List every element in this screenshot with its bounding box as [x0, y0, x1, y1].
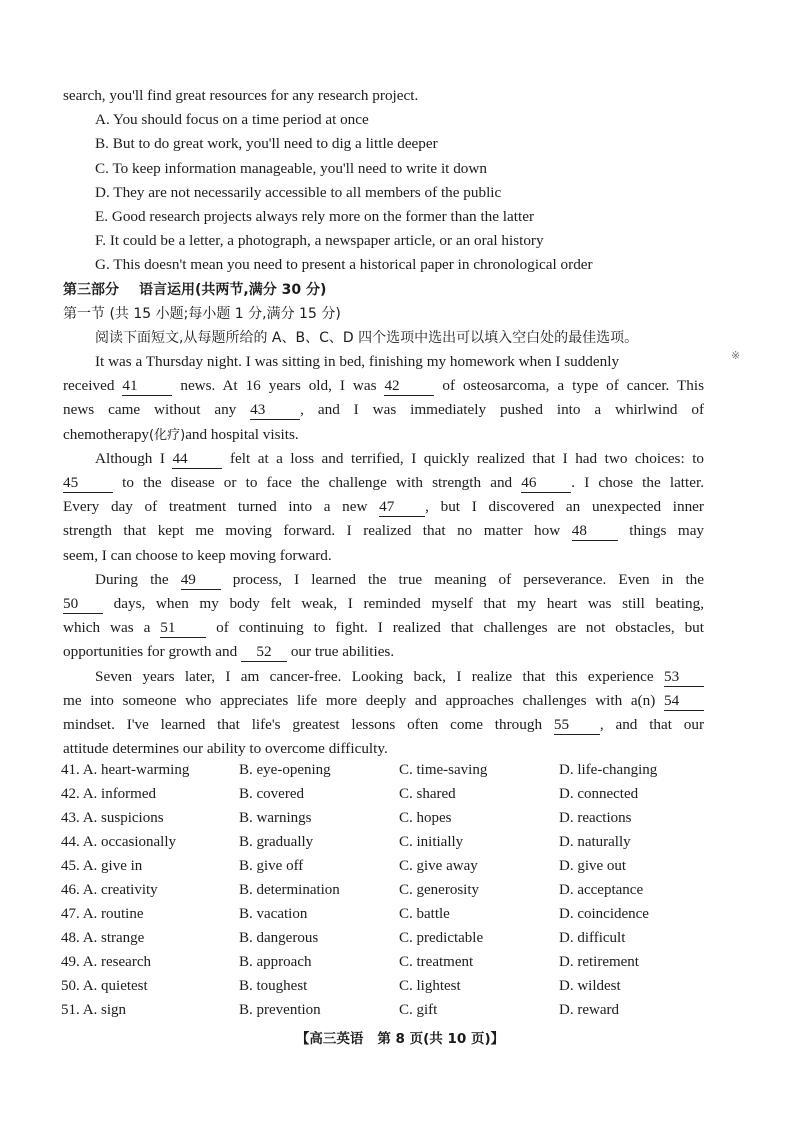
choice-42-c[interactable]: C. shared	[399, 786, 456, 802]
choice-50-b[interactable]: B. toughest	[239, 978, 308, 994]
blank-51[interactable]: 51	[160, 619, 206, 638]
choice-49-a[interactable]: 49. A. research	[61, 954, 151, 970]
part-heading	[63, 278, 704, 302]
choice-44-b[interactable]: B. gradually	[239, 834, 314, 850]
question-row-50	[61, 974, 741, 998]
sentence-option-f: F. It could be a letter, a photograph, a newspaper article, or an oral history	[95, 232, 544, 250]
choice-51-c[interactable]: C. gift	[399, 1002, 438, 1018]
blank-53[interactable]: 53	[664, 668, 704, 687]
passage-p4-line3: mindset. I've learned that life's greatest lessons often come through 55 , and that our	[63, 715, 704, 733]
choice-48-d[interactable]: D. difficult	[559, 930, 626, 946]
passage-p2-line5: seem, I can choose to keep moving forward.	[63, 546, 332, 564]
subsection-heading	[63, 302, 704, 326]
instruction: 阅读下面短文,从每题所给的 A、B、C、D 四个选项中选出可以填入空白处的最佳选项。	[95, 329, 639, 346]
footer-open-bracket: 【	[295, 1031, 310, 1047]
margin-mark: ※	[731, 349, 741, 362]
choice-47-b[interactable]: B. vacation	[239, 906, 308, 922]
choice-41-c[interactable]: C. time-saving	[399, 762, 488, 778]
choice-47-c[interactable]: C. battle	[399, 906, 450, 922]
subsection-title: 第一节	[63, 305, 105, 322]
choice-49-d[interactable]: D. retirement	[559, 954, 639, 970]
passage-p2-line3: Every day of treatment turned into a new 47 , but I discovered an unexpected inner	[63, 498, 704, 516]
question-row-48	[61, 926, 741, 950]
choice-43-c[interactable]: C. hopes	[399, 810, 452, 826]
footer-close-bracket: 】	[490, 1031, 505, 1047]
answer-choices	[61, 758, 741, 1022]
blank-55[interactable]: 55	[554, 716, 600, 735]
choice-42-b[interactable]: B. covered	[239, 786, 304, 802]
blank-52[interactable]: 52	[241, 643, 287, 662]
blank-47[interactable]: 47	[379, 498, 425, 517]
choice-51-a[interactable]: 51. A. sign	[61, 1002, 127, 1018]
sentence-option-b: B. But to do great work, you'll need to dig a little deeper	[95, 135, 438, 153]
question-row-45	[61, 854, 741, 878]
choice-41-b[interactable]: B. eye-opening	[239, 762, 331, 778]
question-row-43	[61, 806, 741, 830]
passage-p1-line2: received 41 news. At 16 years old, I was 42 of osteosarcoma, a type of cancer. This	[63, 377, 704, 395]
passage-p4-line2: me into someone who appreciates life more deeply and approaches challenges with a(n) 54	[63, 689, 704, 713]
exam-page	[63, 84, 704, 761]
question-row-47	[61, 902, 741, 926]
blank-41[interactable]: 41	[122, 377, 172, 396]
sentence-option-a: A. You should focus on a time period at once	[95, 111, 369, 129]
footer-subject: 高三英语	[309, 1031, 364, 1047]
passage-p3-line3: which was a 51 of continuing to fight. I realized that challenges are not obstacles, but	[63, 619, 704, 637]
choice-45-c[interactable]: C. give away	[399, 858, 478, 874]
choice-45-d[interactable]: D. give out	[559, 858, 627, 874]
question-row-51	[61, 998, 741, 1022]
blank-45[interactable]: 45	[63, 474, 113, 493]
blank-54[interactable]: 54	[664, 692, 704, 711]
choice-42-a[interactable]: 42. A. informed	[61, 786, 157, 802]
passage-p2-line2: 45 to the disease or to face the challenge with strength and 46 . I chose the latter.	[63, 474, 704, 491]
sentence-option-d: D. They are not necessarily accessible to all members of the public	[95, 183, 502, 201]
choice-46-c[interactable]: C. generosity	[399, 882, 479, 898]
blank-48[interactable]: 48	[572, 522, 618, 541]
blank-46[interactable]: 46	[521, 474, 571, 493]
footer-page-label: 第 8 页(共 10 页)	[377, 1031, 491, 1047]
choice-46-d[interactable]: D. acceptance	[559, 882, 644, 898]
passage-p4-line1: Seven years later, I am cancer-free. Looking back, I realize that this experience 53	[63, 665, 704, 689]
choice-44-c[interactable]: C. initially	[399, 834, 464, 850]
choice-43-a[interactable]: 43. A. suspicions	[61, 810, 164, 826]
sentence-option-c: C. To keep information manageable, you'll need to write it down	[95, 159, 487, 177]
choice-46-b[interactable]: B. determination	[239, 882, 340, 898]
choice-48-c[interactable]: C. predictable	[399, 930, 484, 946]
choice-50-a[interactable]: 50. A. quietest	[61, 978, 148, 994]
carryover-line: search, you'll find great resources for any research project.	[63, 87, 419, 104]
choice-43-b[interactable]: B. warnings	[239, 810, 312, 826]
page-footer	[0, 1027, 800, 1047]
passage-p1-line3: news came without any 43 , and I was immediately pushed into a whirlwind of	[63, 401, 704, 419]
choice-42-d[interactable]: D. connected	[559, 786, 639, 802]
passage-p1-line1: It was a Thursday night. I was sitting in bed, finishing my homework when I suddenly	[95, 353, 620, 371]
passage-p3-line1: During the 49 process, I learned the true meaning of perseverance. Even in the	[95, 570, 704, 588]
choice-50-c[interactable]: C. lightest	[399, 978, 461, 994]
choice-46-a[interactable]: 46. A. creativity	[61, 882, 158, 898]
passage-p4-line4: attitude determines our ability to overcome difficulty.	[63, 740, 388, 758]
choice-47-a[interactable]: 47. A. routine	[61, 906, 144, 922]
blank-43[interactable]: 43	[250, 401, 300, 420]
question-row-44	[61, 830, 741, 854]
choice-44-a[interactable]: 44. A. occasionally	[61, 834, 176, 850]
sentence-option-e: E. Good research projects always rely more on the former than the latter	[95, 207, 534, 225]
choice-50-d[interactable]: D. wildest	[559, 978, 621, 994]
choice-44-d[interactable]: D. naturally	[559, 834, 631, 850]
passage-p3-line4: opportunities for growth and 52 our true abilities.	[63, 643, 395, 661]
passage-p3-line2: 50 days, when my body felt weak, I reminded myself that my heart was still beating,	[63, 594, 704, 612]
choice-51-b[interactable]: B. prevention	[239, 1002, 321, 1018]
choice-49-b[interactable]: B. approach	[239, 954, 312, 970]
passage-p2-line1: Although I 44 felt at a loss and terrified, I quickly realized that I had two choices: to	[95, 449, 704, 467]
sentence-option-g: G. This doesn't mean you need to present a historical paper in chronological order	[95, 256, 593, 274]
choice-51-d[interactable]: D. reward	[559, 1002, 619, 1018]
choice-45-a[interactable]: 45. A. give in	[61, 858, 143, 874]
blank-44[interactable]: 44	[172, 450, 222, 469]
passage-p2-line4: strength that kept me moving forward. I realized that no matter how 48 things may	[63, 522, 704, 540]
subsection-note: (共 15 小题;每小题 1 分,满分 15 分)	[109, 305, 341, 322]
blank-50[interactable]: 50	[63, 595, 103, 614]
blank-49[interactable]: 49	[181, 571, 221, 590]
choice-48-b[interactable]: B. dangerous	[239, 930, 319, 946]
choice-41-d[interactable]: D. life-changing	[559, 762, 658, 778]
choice-43-d[interactable]: D. reactions	[559, 810, 632, 826]
question-row-42	[61, 782, 741, 806]
question-row-41	[61, 758, 741, 782]
blank-42[interactable]: 42	[384, 377, 434, 396]
choice-49-c[interactable]: C. treatment	[399, 954, 474, 970]
choice-41-a[interactable]: 41. A. heart-warming	[61, 762, 190, 778]
passage-p1-line4: chemotherapy(化疗)and hospital visits.	[63, 425, 299, 443]
part-title: 第三部分	[63, 281, 119, 298]
question-row-49	[61, 950, 741, 974]
part-subtitle: 语言运用(共两节,满分 30 分)	[139, 281, 327, 298]
choice-45-b[interactable]: B. give off	[239, 858, 304, 874]
choice-47-d[interactable]: D. coincidence	[559, 906, 649, 922]
choice-48-a[interactable]: 48. A. strange	[61, 930, 145, 946]
question-row-46	[61, 878, 741, 902]
